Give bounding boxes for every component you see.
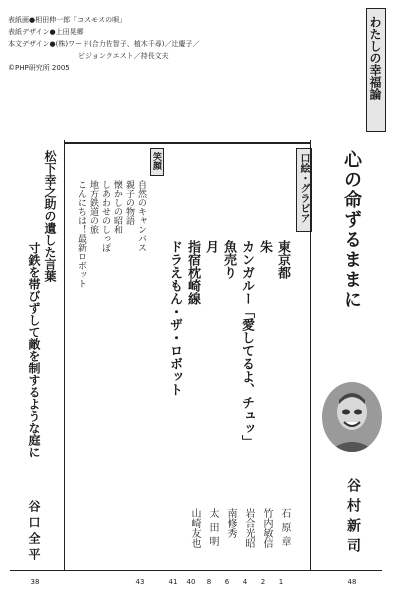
kuchie-page: 6: [224, 578, 230, 586]
credit-line: 表紙デザイン●上田晃郷: [8, 28, 84, 36]
author-photo: [322, 382, 382, 452]
kuchie-page: 1: [278, 578, 284, 586]
bottom-rule: [10, 570, 382, 571]
warai-item: 懐かしの昭和: [112, 180, 122, 234]
kuchie-title: カンガルー「愛してるよ、チュッ」: [239, 240, 254, 448]
kuchie-section-header: 口絵・グラビア: [298, 153, 309, 223]
kuchie-page: 41: [168, 578, 178, 586]
column-rule-left: [64, 140, 65, 570]
kuchie-author: 岩合光昭: [243, 508, 254, 548]
kuchie-author: 竹内敏信: [261, 508, 272, 548]
kuchie-title: 朱: [257, 240, 272, 253]
kuchie-title: ドラえもん・ザ・ロボット: [167, 240, 182, 396]
credit-line: 本文デザイン●(株)ワード(合力佐智子、植木千尋)／辻慶子／: [8, 40, 200, 48]
warai-item: こんにちは！最新ロボット: [76, 180, 86, 288]
kuchie-title: 月: [203, 240, 218, 253]
kuchie-author: 山崎友也: [189, 508, 200, 548]
feature-title: 心の命ずるままに: [341, 150, 362, 310]
credits: [8, 14, 198, 74]
kuchie-page: 2: [260, 578, 266, 586]
kuchie-author: 石原章: [279, 508, 290, 550]
bottom-author: 谷口全平: [27, 500, 41, 564]
warai-item: 自然のキャンバス: [136, 180, 146, 252]
column-rule-right: [310, 140, 311, 570]
credit-line: ビジョンクエスト／持長文夫: [78, 52, 169, 60]
warai-item: しあわせのしっぽ: [100, 180, 110, 252]
kuchie-page: 40: [186, 578, 196, 586]
credit-line: ©PHP研究所 2005: [8, 64, 70, 72]
bottom-title: 寸鉄を帯びずして敵を制するような庭に: [27, 242, 41, 458]
kuchie-author: 太田明: [207, 508, 218, 550]
series-title: わたしの幸福論: [368, 16, 382, 100]
credit-line: 表紙画●相田伸一郎「コスモスの唄」: [8, 16, 127, 24]
warai-page: 43: [135, 578, 145, 586]
kuchie-title: 東京都: [275, 240, 290, 279]
bottom-title: 松下幸之助の遺した言葉: [43, 150, 57, 282]
kuchie-title: 指宿枕崎線: [185, 240, 200, 305]
kuchie-page: 8: [206, 578, 212, 586]
kuchie-page: 4: [242, 578, 248, 586]
feature-page: 48: [347, 578, 357, 586]
warai-item: 地方鉄道の旅: [88, 180, 98, 234]
feature-author: 谷村新司: [345, 478, 361, 558]
portrait-image: [322, 382, 382, 452]
bottom-page: 38: [30, 578, 40, 586]
kuchie-author: 南修秀: [225, 508, 236, 538]
kuchie-title: 魚売り: [221, 240, 236, 279]
warai-section-title: 笑顔: [151, 152, 161, 170]
warai-item: 親子の物語: [124, 180, 134, 225]
